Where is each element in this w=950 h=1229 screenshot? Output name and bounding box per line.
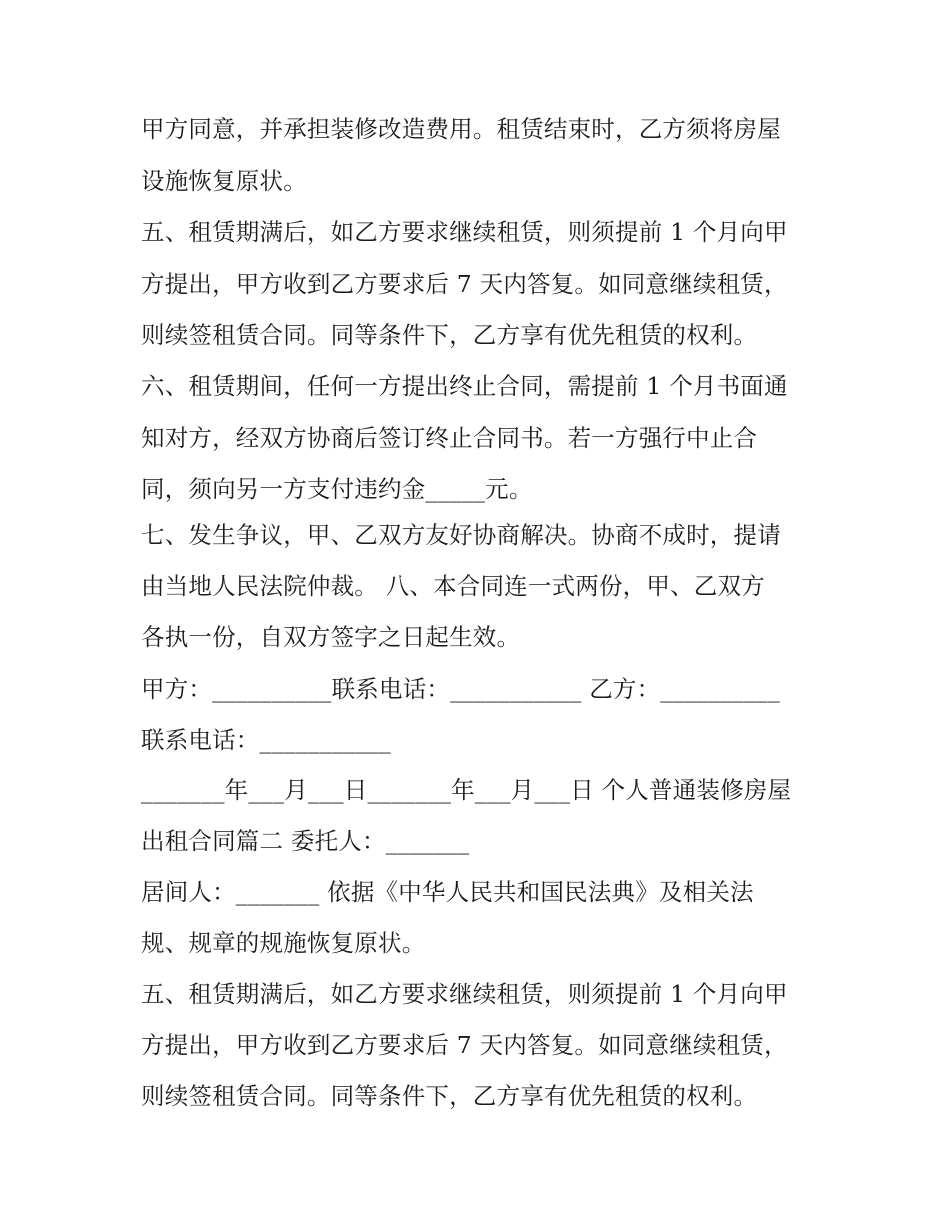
text-line: 设施恢复原状。 [141,167,307,195]
text-line: 同，须向另一方支付违约金_____元。 [141,475,533,503]
text-line: 六、租赁期间，任何一方提出终止合同，需提前 1 个月书面通 [141,372,788,400]
date-line: _______年___月___日_______年___月___日 个人普通装修房屋 [141,776,792,804]
text-line: 出租合同篇二 委托人：_______ [141,827,470,855]
text-line: 则续签租赁合同。同等条件下，乙方享有优先租赁的权利。 [141,1082,758,1110]
text-line: 方提出，甲方收到乙方要求后 7 天内答复。如同意继续租赁， [141,1031,788,1059]
text-line: 居间人：_______ 依据《中华人民共和国民法典》及相关法 [141,878,754,906]
text-line: 各执一份，自双方签字之日起生效。 [141,623,521,651]
text-line: 规、规章的规施恢复原状。 [141,929,426,957]
text-line: 方提出，甲方收到乙方要求后 7 天内答复。如同意继续租赁， [141,270,788,298]
text-line: 则续签租赁合同。同等条件下，乙方享有优先租赁的权利。 [141,321,758,349]
contact-phone-line: 联系电话：___________ [141,726,391,754]
signature-parties-line: 甲方：__________联系电话：___________ 乙方：__________ [141,675,780,703]
text-line: 七、发生争议，甲、乙双方友好协商解决。协商不成时，提请 [141,521,781,549]
text-line: 由当地人民法院仲裁。 八、本合同连一式两份，甲、乙双方 [141,572,765,600]
text-line: 知对方，经双方协商后签订终止合同书。若一方强行中止合 [141,424,758,452]
text-line: 甲方同意，并承担装修改造费用。租赁结束时，乙方须将房屋 [141,115,781,143]
text-line: 五、租赁期满后，如乙方要求继续租赁，则须提前 1 个月向甲 [141,980,788,1008]
text-line: 五、租赁期满后，如乙方要求继续租赁，则须提前 1 个月向甲 [141,218,788,246]
